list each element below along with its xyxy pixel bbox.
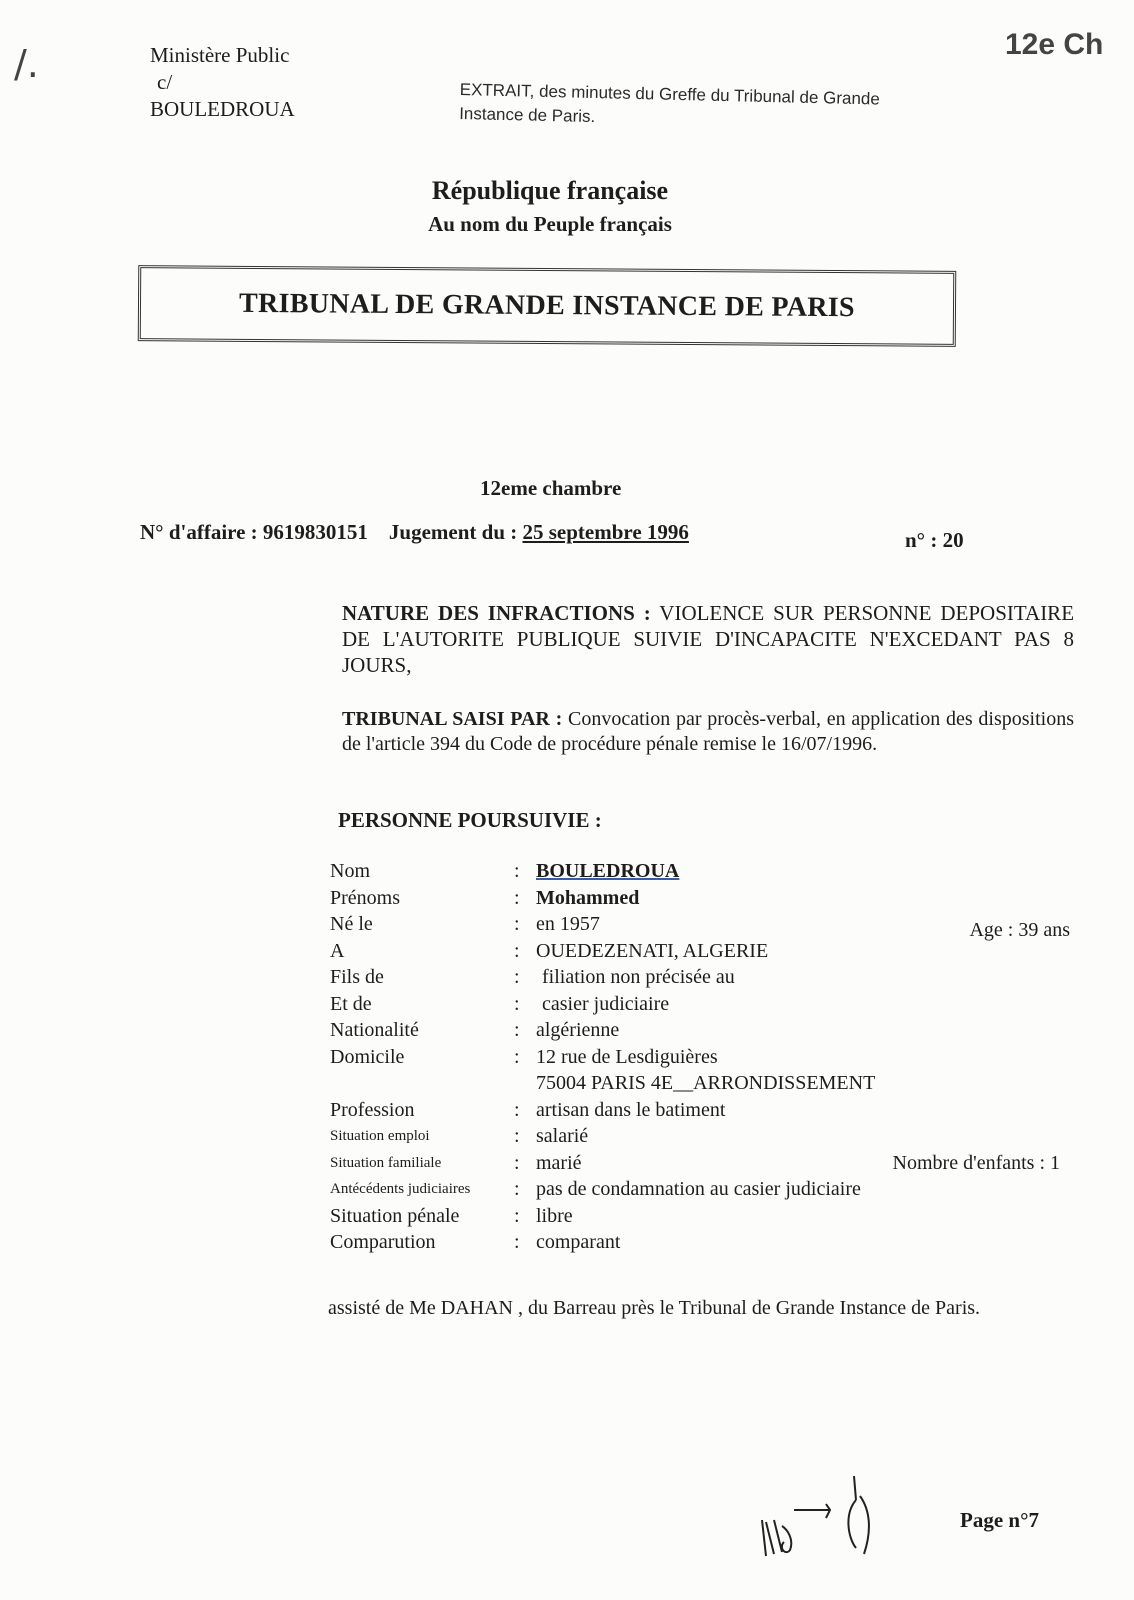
label-a: A: [330, 939, 345, 962]
label-etde: Et de: [330, 992, 372, 1015]
label-profession: Profession: [330, 1098, 415, 1121]
identity-table: [330, 858, 1090, 1256]
identity-row-profession: Profession : artisan dans le batiment: [330, 1097, 1090, 1124]
identity-row-fils: Fils de : filiation non précisée au: [330, 964, 1090, 991]
saisi-label: TRIBUNAL SAISI PAR :: [342, 708, 563, 730]
chamber-handwritten-mark: 12e Ch: [1005, 28, 1104, 61]
value-enfants: Nombre d'enfants : 1: [892, 1151, 1060, 1174]
handwritten-signature: [760, 1470, 920, 1560]
nature-label: NATURE DES INFRACTIONS :: [342, 601, 651, 625]
value-ne: en 1957: [536, 913, 600, 935]
label-domicile: Domicile: [330, 1045, 405, 1068]
page-number: Page n°7: [960, 1508, 1039, 1532]
label-comparution: Comparution: [330, 1231, 436, 1253]
party-defendant: BOULEDROUA: [150, 97, 295, 121]
chambre-label: 12eme chambre: [480, 476, 622, 500]
tribunal-title-box: [138, 265, 957, 347]
value-profession: artisan dans le batiment: [536, 1098, 726, 1121]
identity-row-ne: Né le : en 1957 Age : 39 ans: [330, 911, 1090, 938]
value-prenoms: Mohammed: [536, 886, 640, 909]
value-penale: libre: [536, 1204, 573, 1227]
identity-row-familiale: Situation familiale : marié Nombre d'enfants : 1: [330, 1150, 1090, 1177]
peuple-subheading: Au nom du Peuple français: [428, 212, 672, 236]
party-ministere: Ministère Public: [150, 43, 290, 67]
nature-text: VIOLENCE SUR PERSONNE DEPOSITAIRE DE L'AUTORITE PUBLIQUE SUIVIE D'INCAPACITE N'EXCEDANT PAS 8 JOURS,: [342, 601, 1075, 677]
label-nom: Nom: [330, 860, 370, 882]
label-ne: Né le: [330, 913, 373, 935]
value-nationalite: algérienne: [536, 1019, 620, 1041]
identity-row-nationalite: Nationalité : algérienne: [330, 1017, 1090, 1044]
personne-poursuivie-heading: PERSONNE POURSUIVIE :: [338, 808, 602, 832]
identity-row-domicile2: [330, 1070, 1090, 1097]
value-etde: casier judiciaire: [542, 992, 670, 1015]
value-domicile-line2: 75004 PARIS 4E__ARRONDISSEMENT: [536, 1072, 876, 1094]
identity-row-a: A : OUEDEZENATI, ALGERIE: [330, 938, 1090, 965]
extrait-stamp: [459, 78, 960, 137]
value-antecedents: pas de condamnation au casier judiciaire: [536, 1178, 861, 1200]
saisi-text: Convocation par procès-verbal, en application des dispositions de l'article 394 du Code de procédure pénale remise le 16/07/1996.: [342, 708, 1075, 755]
corner-pen-mark: /.: [14, 42, 39, 86]
label-emploi: Situation emploi: [330, 1128, 430, 1144]
party-contre: c/: [157, 70, 173, 94]
value-comparution: comparant: [536, 1231, 621, 1253]
value-nom: BOULEDROUA: [536, 860, 680, 882]
identity-row-antecedents: Antécédents judiciaires : pas de condamnation au casier judiciaire: [330, 1176, 1090, 1203]
value-emploi: salarié: [536, 1125, 589, 1147]
identity-row-prenoms: Prénoms : Mohammed: [330, 885, 1090, 912]
extrait-line1: EXTRAIT, des minutes du Greffe du Tribunal de Grande: [459, 79, 881, 109]
value-fils: filiation non précisée au: [542, 966, 735, 988]
label-antecedents: Antécédents judiciaires: [330, 1181, 471, 1197]
case-numero: n° : 20: [905, 528, 964, 552]
value-a: OUEDEZENATI, ALGERIE: [536, 939, 769, 962]
label-fils: Fils de: [330, 966, 384, 988]
affaire-label: N° d'affaire :: [140, 520, 258, 544]
label-penale: Situation pénale: [330, 1204, 460, 1227]
extrait-line2: Instance de Paris.: [458, 103, 596, 127]
tribunal-saisi: [342, 707, 1074, 757]
affaire-number: 9619830151: [262, 520, 368, 544]
value-familiale: marié: [536, 1151, 582, 1174]
parties-header: [150, 42, 295, 123]
republique-heading: République française: [431, 176, 669, 205]
identity-row-etde: Et de : casier judiciaire: [330, 991, 1090, 1018]
value-domicile-line1: 12 rue de Lesdiguières: [536, 1045, 718, 1068]
label-familiale: Situation familiale: [330, 1154, 442, 1171]
identity-row-emploi: Situation emploi : salarié: [330, 1123, 1090, 1150]
assiste-paragraph: assisté de Me DAHAN , du Barreau près le Tribunal de Grande Instance de Paris.: [328, 1297, 981, 1319]
identity-row-comparution: Comparution : comparant: [330, 1229, 1090, 1256]
label-nationalite: Nationalité: [330, 1019, 419, 1041]
identity-row-penale: Situation pénale : libre: [330, 1203, 1090, 1230]
nature-infractions: [342, 600, 1074, 678]
identity-row-nom: Nom : BOULEDROUA: [330, 858, 1090, 885]
identity-row-domicile: Domicile : 12 rue de Lesdiguières: [330, 1044, 1090, 1071]
affaire-line: [140, 520, 980, 552]
jugement-date: 25 septembre 1996: [522, 520, 689, 544]
label-prenoms: Prénoms: [330, 886, 400, 909]
jugement-label: Jugement du :: [388, 520, 518, 544]
value-age: Age : 39 ans: [969, 919, 1070, 941]
tribunal-title: TRIBUNAL DE GRANDE INSTANCE DE PARIS: [239, 287, 855, 324]
